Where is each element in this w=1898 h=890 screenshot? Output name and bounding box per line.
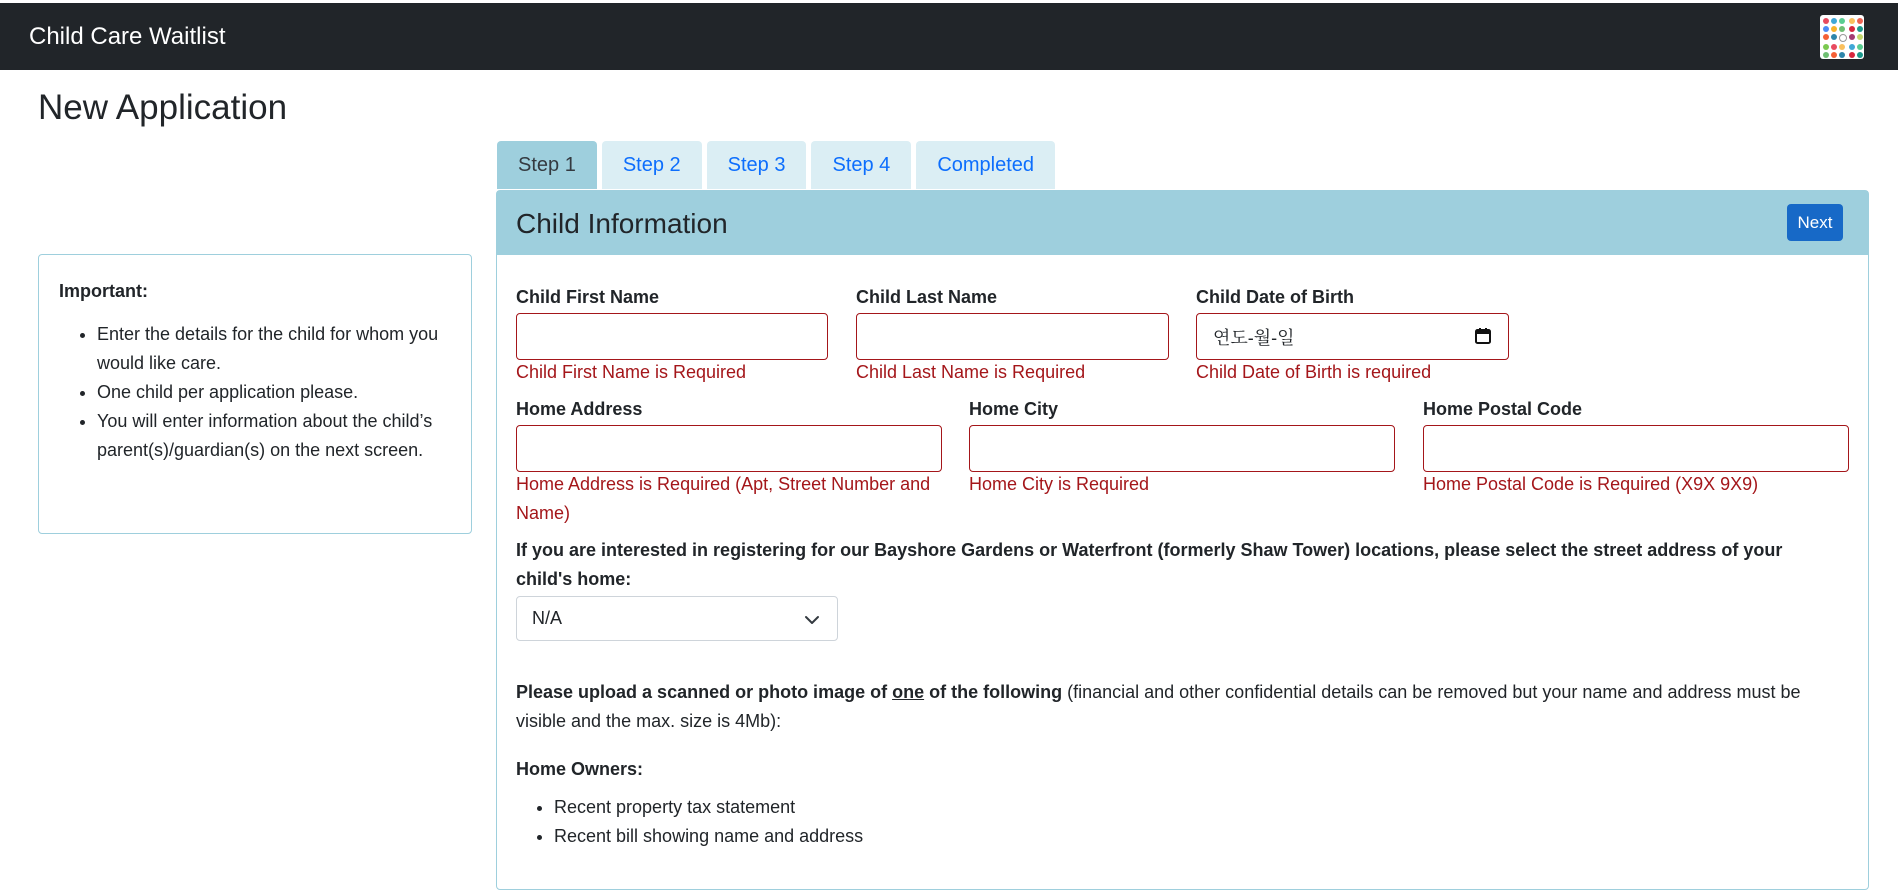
next-button[interactable]: Next	[1787, 204, 1843, 241]
logo-dot	[1831, 44, 1837, 50]
home-postal-code-label: Home Postal Code	[1423, 399, 1583, 419]
home-owners-list	[516, 793, 863, 851]
select-value: N/A	[532, 608, 563, 628]
notice-list	[59, 320, 451, 465]
home-city-input[interactable]	[969, 425, 1395, 472]
dob-error: Child Date of Birth is required	[1196, 362, 1432, 382]
logo-dot	[1839, 52, 1845, 58]
tab-completed[interactable]: Completed	[916, 141, 1055, 189]
notice-item: • Enter the details for the child for whom you would like care.	[97, 320, 451, 378]
home-address-input[interactable]	[516, 425, 942, 472]
logo-dot	[1839, 26, 1845, 32]
page-title: New Application	[38, 88, 288, 127]
logo-dot	[1839, 44, 1845, 50]
logo-dot	[1823, 44, 1829, 50]
upload-instructions	[516, 678, 1846, 736]
logo-dot	[1849, 26, 1855, 32]
dob-placeholder: 연도-월-일	[1213, 328, 1295, 348]
logo-dot	[1823, 26, 1829, 32]
card-header	[497, 191, 1868, 255]
notice-heading: Important:	[59, 281, 148, 301]
last-name-label: Child Last Name	[856, 287, 998, 307]
chevron-down-icon	[804, 612, 820, 628]
logo-dot	[1849, 18, 1855, 24]
logo-dot	[1831, 26, 1837, 32]
upload-bold-suffix: of the following	[924, 682, 1063, 702]
dob-input[interactable]	[1196, 313, 1509, 360]
logo-dot	[1857, 52, 1863, 58]
logo-dot	[1823, 52, 1829, 58]
tab-step-1[interactable]: Step 1	[497, 141, 597, 189]
upload-details: (financial and other confidential details can be removed but your name and address must be visible and the max. size is 4Mb):	[516, 682, 1801, 731]
logo-dot	[1857, 26, 1863, 32]
notice-item: • You will enter information about the child’s parent(s)/guardian(s) on the next screen.	[97, 407, 451, 465]
home-city-error: Home City is Required	[969, 474, 1150, 494]
first-name-error: Child First Name is Required	[516, 362, 747, 382]
logo-dot	[1857, 44, 1863, 50]
home-postal-code-error: Home Postal Code is Required (X9X 9X9)	[1423, 474, 1759, 494]
location-question: If you are interested in registering for our Bayshore Gardens or Waterfront (formerly Shaw Tower) locations, please select the street address of your child's home:	[516, 540, 1783, 589]
first-name-input[interactable]	[516, 313, 828, 360]
logo-dot	[1839, 34, 1847, 42]
last-name-input[interactable]	[856, 313, 1169, 360]
logo-dot	[1831, 34, 1837, 40]
logo-dot	[1857, 34, 1863, 40]
upload-bold-prefix: Please upload a scanned or photo image of	[516, 682, 893, 702]
list-item: • Recent property tax statement	[554, 793, 863, 822]
last-name-error: Child Last Name is Required	[856, 362, 1086, 382]
tab-step-4[interactable]: Step 4	[811, 141, 911, 189]
logo-dot	[1831, 52, 1837, 58]
home-postal-code-input[interactable]	[1423, 425, 1849, 472]
logo-dot	[1849, 34, 1855, 40]
street-address-select[interactable]	[516, 596, 838, 641]
home-owners-heading: Home Owners:	[516, 759, 644, 779]
list-item: • Recent bill showing name and address	[554, 822, 863, 851]
notice-item: • One child per application please.	[97, 378, 451, 407]
first-name-label: Child First Name	[516, 287, 660, 307]
child-information-card	[496, 190, 1869, 890]
dob-label: Child Date of Birth	[1196, 287, 1354, 307]
home-address-label: Home Address	[516, 399, 643, 419]
logo-dot	[1849, 52, 1855, 58]
card-title: Child Information	[516, 208, 728, 239]
tab-step-2[interactable]: Step 2	[602, 141, 702, 189]
step-tabs	[497, 141, 1055, 189]
app-title[interactable]: Child Care Waitlist	[29, 23, 226, 50]
logo-dot	[1823, 34, 1829, 40]
logo-dot	[1831, 18, 1837, 24]
tab-step-3[interactable]: Step 3	[707, 141, 807, 189]
logo-dot	[1823, 18, 1829, 24]
home-city-label: Home City	[969, 399, 1059, 419]
logo-dot	[1857, 18, 1863, 24]
home-address-error: Home Address is Required (Apt, Street Number and Name)	[516, 474, 931, 523]
important-notice	[38, 254, 472, 534]
logo-dot	[1849, 44, 1855, 50]
top-navbar	[0, 3, 1898, 70]
logo-dot	[1839, 18, 1845, 24]
app-logo[interactable]	[1820, 15, 1864, 59]
calendar-icon[interactable]	[1474, 327, 1492, 345]
upload-underlined: one	[892, 682, 925, 702]
